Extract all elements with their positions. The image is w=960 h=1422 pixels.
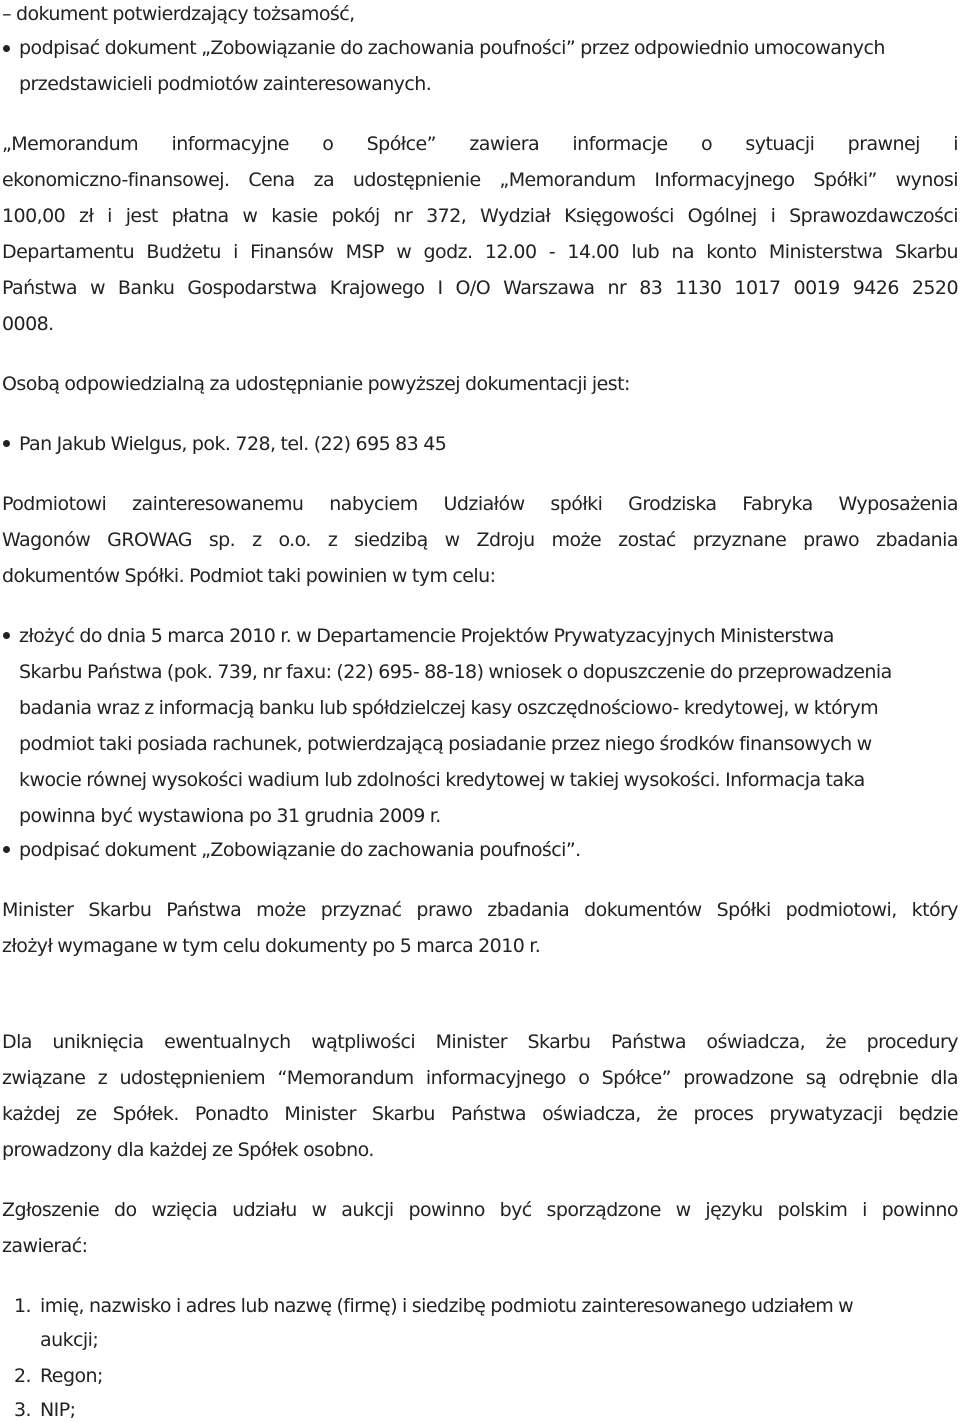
list-number: 1.	[14, 1295, 32, 1317]
paragraph-line: Podmiotowi zainteresowanemu nabyciem Udziałów spółki Grodziska Fabryka Wyposażenia	[2, 493, 958, 515]
paragraph-line: zawierać:	[2, 1235, 88, 1257]
paragraph-line: Dla uniknięcia ewentualnych wątpliwości Minister Skarbu Państwa oświadcza, że procedury	[2, 1031, 958, 1053]
list-item-line: badania wraz z informacją banku lub spółdzielczej kasy oszczędnościowo- kredytowej, w którym	[19, 697, 879, 719]
list-item-line: złożyć do dnia 5 marca 2010 r. w Departamencie Projektów Prywatyzacyjnych Ministerstwa	[19, 625, 834, 647]
ordered-item-line: NIP;	[40, 1399, 76, 1421]
dash-item: – dokument potwierdzający tożsamość,	[2, 3, 355, 25]
list-item-line: Pan Jakub Wielgus, pok. 728, tel. (22) 695 83 45	[19, 433, 447, 455]
paragraph-line: 0008.	[2, 313, 54, 335]
bullet-icon	[3, 45, 10, 52]
paragraph-line: Wagonów GROWAG sp. z o.o. z siedzibą w Zdroju może zostać przyznane prawo zbadania	[2, 529, 958, 551]
paragraph-line: każdej ze Spółek. Ponadto Minister Skarbu Państwa oświadcza, że proces prywatyzacji będzie	[2, 1103, 958, 1125]
paragraph-line: ekonomiczno-finansowej. Cena za udostępnienie „Memorandum Informacyjnego Spółki” wynosi	[2, 169, 958, 191]
list-item-line: Skarbu Państwa (pok. 739, nr faxu: (22) 695- 88-18) wniosek o dopuszczenie do przeprowadzenia	[19, 661, 892, 683]
bullet-icon	[3, 440, 10, 447]
paragraph-line: Zgłoszenie do wzięcia udziału w aukcji powinno być sporządzone w języku polskim i powinno	[2, 1199, 958, 1221]
paragraph-line: 100,00 zł i jest płatna w kasie pokój nr 372, Wydział Księgowości Ogólnej i Sprawozdawczości	[2, 205, 958, 227]
list-item-line: podmiot taki posiada rachunek, potwierdzającą posiadanie przez niego środków finansowych w	[19, 733, 872, 755]
list-item-line: przedstawicieli podmiotów zainteresowanych.	[19, 73, 432, 95]
list-item-line: podpisać dokument „Zobowiązanie do zachowania poufności” przez odpowiednio umocowanych	[19, 37, 885, 59]
list-item-line: powinna być wystawiona po 31 grudnia 2009 r.	[19, 805, 441, 827]
list-number: 2.	[14, 1365, 32, 1387]
paragraph-line: Państwa w Banku Gospodarstwa Krajowego I O/O Warszawa nr 83 1130 1017 0019 9426 2520	[2, 277, 958, 299]
paragraph-line: związane z udostępnieniem “Memorandum informacyjnego o Spółce” prowadzone są odrębnie dla	[2, 1067, 958, 1089]
bullet-icon	[3, 846, 10, 853]
bullet-icon	[3, 632, 10, 639]
paragraph-line: „Memorandum informacyjne o Spółce” zawiera informacje o sytuacji prawnej i	[2, 133, 958, 155]
ordered-item-line: aukcji;	[40, 1329, 99, 1351]
ordered-item-line: Regon;	[40, 1365, 103, 1387]
list-number: 3.	[14, 1399, 32, 1421]
paragraph-line: Departamentu Budżetu i Finansów MSP w godz. 12.00 - 14.00 lub na konto Ministerstwa Skarbu	[2, 241, 958, 263]
list-item-line: kwocie równej wysokości wadium lub zdolności kredytowej w takiej wysokości. Informacja taka	[19, 769, 865, 791]
paragraph-line: złożył wymagane w tym celu dokumenty po 5 marca 2010 r.	[2, 935, 541, 957]
paragraph-line: Osobą odpowiedzialną za udostępnianie powyższej dokumentacji jest:	[2, 373, 630, 395]
ordered-item-line: imię, nazwisko i adres lub nazwę (firmę) i siedzibę podmiotu zainteresowanego udziałem w	[40, 1295, 854, 1317]
paragraph-line: dokumentów Spółki. Podmiot taki powinien w tym celu:	[2, 565, 496, 587]
paragraph-line: Minister Skarbu Państwa może przyznać prawo zbadania dokumentów Spółki podmiotowi, który	[2, 899, 958, 921]
list-item-line: podpisać dokument „Zobowiązanie do zachowania poufności”.	[19, 839, 581, 861]
paragraph-line: prowadzony dla każdej ze Spółek osobno.	[2, 1139, 374, 1161]
